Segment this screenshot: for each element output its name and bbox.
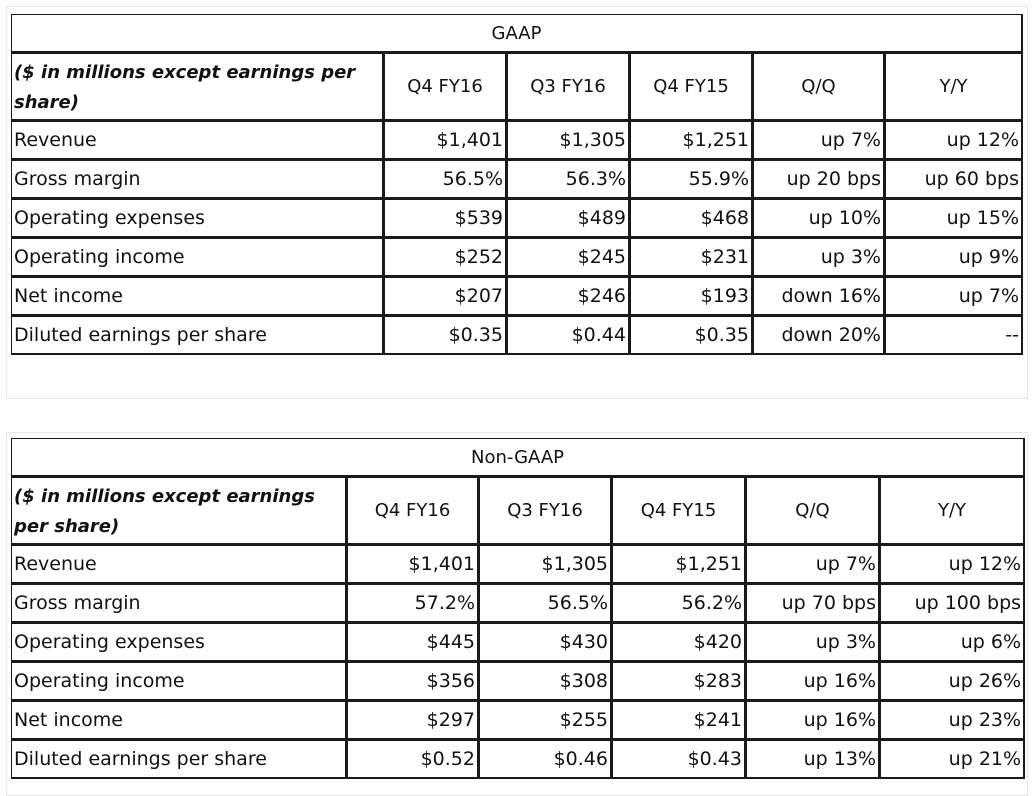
- table-row: [11, 121, 1023, 160]
- row-label: Revenue: [11, 545, 347, 584]
- gaap-header-q4fy16: Q4 FY16: [384, 53, 507, 121]
- row-label: Net income: [11, 277, 384, 316]
- cell-yy: up 60 bps: [885, 160, 1023, 199]
- gaap-header-row: [11, 53, 1023, 121]
- table-row: [11, 316, 1023, 355]
- cell-qq: up 13%: [746, 740, 880, 779]
- cell-yy: up 6%: [880, 623, 1025, 662]
- cell-q4fy15: 56.2%: [612, 584, 746, 623]
- cell-q4fy15: $1,251: [612, 545, 746, 584]
- cell-qq: down 20%: [753, 316, 885, 355]
- nongaap-header-q4fy15: Q4 FY15: [612, 477, 746, 545]
- cell-yy: up 12%: [880, 545, 1025, 584]
- table-row: [11, 662, 1025, 701]
- row-label: Net income: [11, 701, 347, 740]
- nongaap-header-description: ($ in millions except earnings per share): [11, 477, 347, 545]
- cell-q3fy16: $1,305: [479, 545, 612, 584]
- cell-q4fy15: $193: [630, 277, 753, 316]
- row-label: Operating income: [11, 662, 347, 701]
- cell-q4fy16: $297: [347, 701, 479, 740]
- cell-qq: up 16%: [746, 701, 880, 740]
- cell-yy: up 23%: [880, 701, 1025, 740]
- gaap-title-row: [11, 14, 1023, 53]
- cell-q4fy15: $231: [630, 238, 753, 277]
- cell-q3fy16: $489: [507, 199, 630, 238]
- gaap-table: [11, 14, 1023, 355]
- cell-q4fy15: $283: [612, 662, 746, 701]
- nongaap-header-q3fy16: Q3 FY16: [479, 477, 612, 545]
- table-row: [11, 623, 1025, 662]
- table-row: [11, 238, 1023, 277]
- cell-q3fy16: $0.46: [479, 740, 612, 779]
- gaap-header-q4fy15: Q4 FY15: [630, 53, 753, 121]
- cell-q4fy15: $241: [612, 701, 746, 740]
- gaap-header-description: ($ in millions except earnings per share): [11, 53, 384, 121]
- cell-yy: up 21%: [880, 740, 1025, 779]
- cell-qq: up 3%: [746, 623, 880, 662]
- table-row: [11, 277, 1023, 316]
- nongaap-title: Non-GAAP: [11, 438, 1025, 477]
- row-label: Gross margin: [11, 584, 347, 623]
- cell-q3fy16: 56.3%: [507, 160, 630, 199]
- nongaap-title-row: [11, 438, 1025, 477]
- cell-yy: up 100 bps: [880, 584, 1025, 623]
- cell-q3fy16: $1,305: [507, 121, 630, 160]
- cell-qq: up 16%: [746, 662, 880, 701]
- cell-yy: up 9%: [885, 238, 1023, 277]
- cell-q4fy16: $1,401: [347, 545, 479, 584]
- cell-q4fy16: $539: [384, 199, 507, 238]
- gaap-header-q3fy16: Q3 FY16: [507, 53, 630, 121]
- row-label: Diluted earnings per share: [11, 316, 384, 355]
- cell-q3fy16: $246: [507, 277, 630, 316]
- cell-yy: up 12%: [885, 121, 1023, 160]
- row-label: Diluted earnings per share: [11, 740, 347, 779]
- cell-qq: up 7%: [753, 121, 885, 160]
- cell-yy: --: [885, 316, 1023, 355]
- cell-qq: up 7%: [746, 545, 880, 584]
- cell-qq: down 16%: [753, 277, 885, 316]
- table-row: [11, 199, 1023, 238]
- cell-q3fy16: $245: [507, 238, 630, 277]
- cell-q3fy16: $255: [479, 701, 612, 740]
- cell-q4fy16: $207: [384, 277, 507, 316]
- cell-q4fy16: $356: [347, 662, 479, 701]
- nongaap-header-qq: Q/Q: [746, 477, 880, 545]
- nongaap-table: [11, 438, 1025, 779]
- cell-qq: up 70 bps: [746, 584, 880, 623]
- row-label: Operating income: [11, 238, 384, 277]
- gaap-title: GAAP: [11, 14, 1023, 53]
- cell-qq: up 20 bps: [753, 160, 885, 199]
- cell-qq: up 3%: [753, 238, 885, 277]
- cell-q4fy16: $1,401: [384, 121, 507, 160]
- nongaap-header-yy: Y/Y: [880, 477, 1025, 545]
- cell-q4fy16: 57.2%: [347, 584, 479, 623]
- cell-q3fy16: $308: [479, 662, 612, 701]
- table-row: [11, 740, 1025, 779]
- cell-q4fy16: 56.5%: [384, 160, 507, 199]
- nongaap-header-q4fy16: Q4 FY16: [347, 477, 479, 545]
- cell-q4fy15: 55.9%: [630, 160, 753, 199]
- cell-q4fy16: $0.52: [347, 740, 479, 779]
- cell-q4fy15: $420: [612, 623, 746, 662]
- cell-q4fy16: $0.35: [384, 316, 507, 355]
- cell-q3fy16: 56.5%: [479, 584, 612, 623]
- table-row: [11, 584, 1025, 623]
- cell-yy: up 15%: [885, 199, 1023, 238]
- cell-qq: up 10%: [753, 199, 885, 238]
- nongaap-panel: [6, 432, 1028, 796]
- nongaap-header-row: [11, 477, 1025, 545]
- cell-q4fy15: $468: [630, 199, 753, 238]
- row-label: Operating expenses: [11, 199, 384, 238]
- cell-q3fy16: $0.44: [507, 316, 630, 355]
- gaap-header-qq: Q/Q: [753, 53, 885, 121]
- table-row: [11, 701, 1025, 740]
- gaap-header-yy: Y/Y: [885, 53, 1023, 121]
- row-label: Revenue: [11, 121, 384, 160]
- table-row: [11, 545, 1025, 584]
- row-label: Operating expenses: [11, 623, 347, 662]
- cell-q4fy16: $445: [347, 623, 479, 662]
- cell-yy: up 26%: [880, 662, 1025, 701]
- cell-q4fy16: $252: [384, 238, 507, 277]
- cell-q3fy16: $430: [479, 623, 612, 662]
- cell-yy: up 7%: [885, 277, 1023, 316]
- gaap-panel: [6, 6, 1028, 399]
- cell-q4fy15: $0.43: [612, 740, 746, 779]
- cell-q4fy15: $0.35: [630, 316, 753, 355]
- row-label: Gross margin: [11, 160, 384, 199]
- cell-q4fy15: $1,251: [630, 121, 753, 160]
- table-row: [11, 160, 1023, 199]
